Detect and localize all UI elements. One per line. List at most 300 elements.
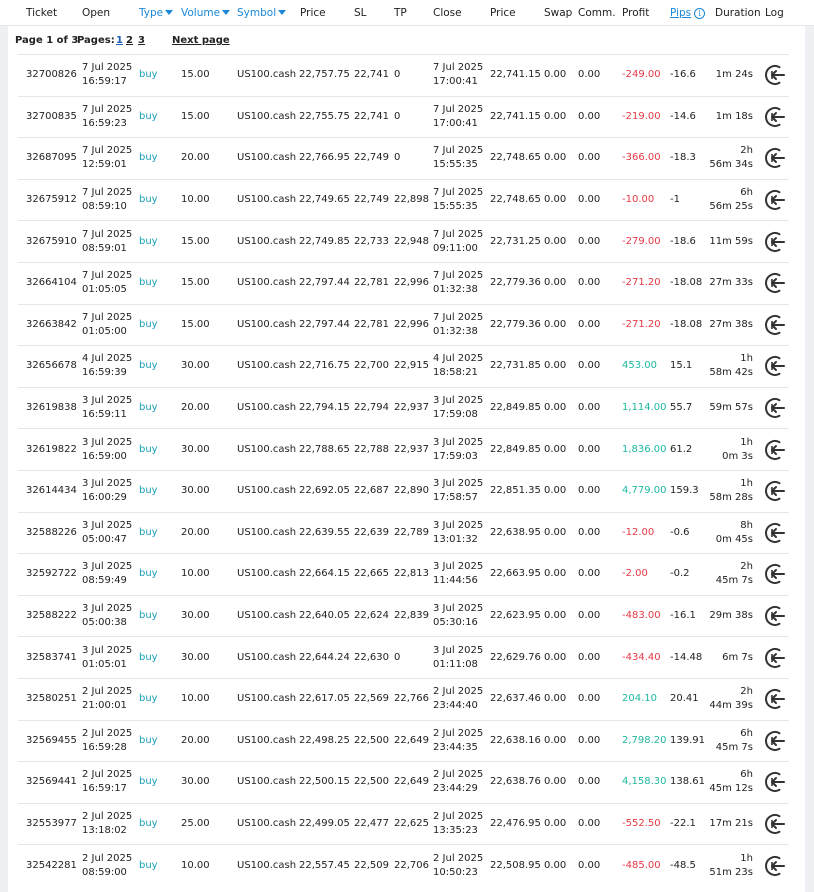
open-time-cell [82, 228, 132, 256]
ticket-cell: 32675912 [26, 194, 77, 206]
swap-cell: 0.00 [544, 817, 567, 829]
duration-main: 59m 57s [709, 402, 753, 414]
duration-cell [716, 68, 753, 82]
sl-cell: 22,624 [354, 610, 389, 622]
pips-cell: 20.41 [670, 693, 699, 705]
close-time-cell [433, 477, 483, 505]
swap-cell: 0.00 [544, 318, 567, 330]
profit-cell: -366.00 [622, 152, 661, 164]
close-date: 7 Jul 2025 [433, 187, 484, 199]
pips-cell: -0.6 [670, 526, 690, 538]
open-time-cell [82, 852, 132, 880]
ticket-cell: 32700835 [26, 110, 77, 122]
volume-cell: 15.00 [181, 110, 210, 122]
table-row [18, 720, 789, 762]
symbol-cell: US100.cash [237, 152, 297, 164]
volume-cell: 20.00 [181, 152, 210, 164]
table-row [18, 304, 789, 346]
duration-rest: 58m 28s [709, 492, 753, 504]
sl-cell: 22,781 [354, 318, 389, 330]
close-price-cell: 22,731.85 [490, 360, 541, 372]
close-time: 01:32:38 [433, 325, 478, 337]
open-time: 05:00:38 [82, 617, 127, 629]
ticket-cell: 32569441 [26, 776, 77, 788]
close-time-cell [433, 186, 483, 214]
duration-cell [722, 651, 753, 665]
open-time-cell [82, 352, 132, 380]
tp-cell: 22,915 [394, 360, 429, 372]
page-link-3[interactable]: 3 [138, 35, 145, 46]
log-close-icon[interactable] [763, 687, 787, 711]
open-date: 3 Jul 2025 [82, 644, 133, 656]
ticket-cell: 32619838 [26, 402, 77, 414]
close-date: 3 Jul 2025 [433, 395, 484, 407]
log-close-icon[interactable] [763, 521, 787, 545]
close-date: 3 Jul 2025 [433, 644, 484, 656]
open-time: 08:59:01 [82, 242, 127, 254]
profit-cell: 1,114.00 [622, 402, 667, 414]
sl-cell: 22,630 [354, 651, 389, 663]
sl-cell: 22,500 [354, 734, 389, 746]
open-date: 3 Jul 2025 [82, 436, 133, 448]
commission-cell: 0.00 [578, 194, 601, 206]
duration-main: 1h [740, 478, 753, 490]
caret-down-icon [278, 10, 286, 15]
duration-cell [709, 235, 753, 249]
col-type-sort[interactable] [139, 7, 173, 19]
volume-cell: 30.00 [181, 443, 210, 455]
pips-cell: -14.48 [670, 651, 703, 663]
table-row [18, 262, 789, 304]
volume-cell: 15.00 [181, 69, 210, 81]
duration-main: 1m 24s [715, 69, 753, 81]
open-time-cell [82, 477, 132, 505]
sl-cell: 22,700 [354, 360, 389, 372]
col-symbol-sort[interactable] [237, 7, 286, 19]
table-row [18, 96, 789, 138]
sl-cell: 22,781 [354, 277, 389, 289]
log-close-icon[interactable] [763, 146, 787, 170]
open-date: 7 Jul 2025 [82, 311, 133, 323]
close-time-cell [433, 103, 483, 131]
profit-cell: -249.00 [622, 69, 661, 81]
type-cell: buy [139, 568, 158, 580]
col-close: Close [433, 7, 462, 19]
type-cell: buy [139, 110, 158, 122]
col-symbol-label: Symbol [237, 7, 277, 19]
duration-main: 1m 18s [715, 110, 753, 122]
close-time-cell [433, 560, 483, 588]
log-close-icon[interactable] [763, 562, 787, 586]
sl-cell: 22,500 [354, 776, 389, 788]
swap-cell: 0.00 [544, 443, 567, 455]
open-time-cell [82, 602, 132, 630]
tp-cell: 0 [394, 69, 401, 81]
open-time: 01:05:01 [82, 658, 127, 670]
close-price-cell: 22,623.95 [490, 610, 541, 622]
log-close-icon[interactable] [763, 646, 787, 670]
duration-main: 1h [740, 436, 753, 448]
swap-cell: 0.00 [544, 859, 567, 871]
close-time-cell [433, 436, 483, 464]
pips-cell: -22.1 [670, 817, 696, 829]
close-price-cell: 22,638.16 [490, 734, 541, 746]
swap-cell: 0.00 [544, 776, 567, 788]
col-log: Log [765, 7, 784, 19]
type-cell: buy [139, 194, 158, 206]
type-cell: buy [139, 734, 158, 746]
profit-cell: -485.00 [622, 859, 661, 871]
pips-cell: -18.08 [670, 318, 703, 330]
open-price-cell: 22,557.45 [299, 859, 350, 871]
duration-main: 6h [740, 187, 753, 199]
close-time-cell [433, 269, 483, 297]
sl-cell: 22,665 [354, 568, 389, 580]
col-pips-label[interactable]: Pips [670, 7, 692, 19]
volume-cell: 30.00 [181, 360, 210, 372]
page-link-1[interactable]: 1 [116, 35, 123, 46]
symbol-cell: US100.cash [237, 235, 297, 247]
close-time-cell [433, 602, 483, 630]
swap-cell: 0.00 [544, 568, 567, 580]
open-price-cell: 22,639.55 [299, 526, 350, 538]
open-price-cell: 22,692.05 [299, 485, 350, 497]
type-cell: buy [139, 859, 158, 871]
symbol-cell: US100.cash [237, 194, 297, 206]
col-ticket: Ticket [26, 7, 58, 19]
close-time-cell [433, 394, 483, 422]
col-duration: Duration [715, 7, 761, 19]
symbol-cell: US100.cash [237, 318, 297, 330]
symbol-cell: US100.cash [237, 69, 297, 81]
ticket-cell: 32592722 [26, 568, 77, 580]
close-date: 7 Jul 2025 [433, 145, 484, 157]
close-time: 15:55:35 [433, 159, 478, 171]
sl-cell: 22,788 [354, 443, 389, 455]
profit-cell: -2.00 [622, 568, 648, 580]
duration-cell [716, 727, 753, 755]
pips-cell: -18.08 [670, 277, 703, 289]
tp-cell: 0 [394, 110, 401, 122]
open-price-cell: 22,617.05 [299, 693, 350, 705]
symbol-cell: US100.cash [237, 110, 297, 122]
duration-rest: 56m 34s [709, 159, 753, 171]
tp-cell: 22,766 [394, 693, 429, 705]
open-time-cell [82, 394, 132, 422]
sl-cell: 22,749 [354, 152, 389, 164]
close-date: 3 Jul 2025 [433, 561, 484, 573]
table-row [18, 345, 789, 387]
swap-cell: 0.00 [544, 693, 567, 705]
commission-cell: 0.00 [578, 568, 601, 580]
sl-cell: 22,639 [354, 526, 389, 538]
commission-cell: 0.00 [578, 110, 601, 122]
profit-cell: 1,836.00 [622, 443, 667, 455]
pips-cell: -16.6 [670, 69, 696, 81]
table-row [18, 803, 789, 845]
close-price-cell: 22,663.95 [490, 568, 541, 580]
open-price-cell: 22,757.75 [299, 69, 350, 81]
caret-down-icon [222, 10, 230, 15]
duration-main: 6h [740, 727, 753, 739]
close-time: 17:00:41 [433, 117, 478, 129]
open-time: 16:59:00 [82, 450, 127, 462]
sl-cell: 22,733 [354, 235, 389, 247]
ticket-cell: 32656678 [26, 360, 77, 372]
close-time: 01:32:38 [433, 284, 478, 296]
pips-cell: -18.3 [670, 152, 696, 164]
volume-cell: 10.00 [181, 194, 210, 206]
swap-cell: 0.00 [544, 360, 567, 372]
close-time-cell [433, 61, 483, 89]
close-time-cell [433, 644, 483, 672]
col-tp: TP [394, 7, 407, 19]
close-time-cell [433, 810, 483, 838]
duration-cell [709, 685, 753, 713]
symbol-cell: US100.cash [237, 402, 297, 414]
profit-cell: 4,158.30 [622, 776, 667, 788]
open-date: 2 Jul 2025 [82, 727, 133, 739]
tp-cell: 22,625 [394, 817, 429, 829]
log-close-icon[interactable] [763, 812, 787, 836]
log-close-icon[interactable] [763, 313, 787, 337]
close-date: 3 Jul 2025 [433, 519, 484, 531]
duration-cell [709, 477, 753, 505]
duration-main: 29m 38s [709, 610, 753, 622]
tp-cell: 22,813 [394, 568, 429, 580]
open-price-cell: 22,716.75 [299, 360, 350, 372]
tp-cell: 22,649 [394, 734, 429, 746]
swap-cell: 0.00 [544, 610, 567, 622]
duration-rest: 0m 45s [715, 533, 753, 545]
log-close-icon[interactable] [763, 105, 787, 129]
close-date: 7 Jul 2025 [433, 103, 484, 115]
open-date: 7 Jul 2025 [82, 228, 133, 240]
close-price-cell: 22,741.15 [490, 69, 541, 81]
open-time-cell [82, 685, 132, 713]
profit-cell: 453.00 [622, 360, 657, 372]
symbol-cell: US100.cash [237, 610, 297, 622]
col-close-price: Price [490, 7, 516, 19]
duration-cell [709, 852, 753, 880]
type-cell: buy [139, 277, 158, 289]
open-time-cell [82, 768, 132, 796]
pips-cell: 61.2 [670, 443, 693, 455]
close-price-cell: 22,508.95 [490, 859, 541, 871]
log-close-icon[interactable] [763, 854, 787, 878]
profit-cell: -271.20 [622, 277, 661, 289]
close-time-cell [433, 768, 483, 796]
duration-cell [709, 401, 753, 415]
open-date: 7 Jul 2025 [82, 270, 133, 282]
ticket-cell: 32675910 [26, 235, 77, 247]
swap-cell: 0.00 [544, 69, 567, 81]
close-date: 2 Jul 2025 [433, 686, 484, 698]
close-time: 23:44:40 [433, 700, 478, 712]
duration-main: 27m 33s [709, 277, 753, 289]
close-date: 2 Jul 2025 [433, 810, 484, 822]
duration-main: 17m 21s [709, 817, 753, 829]
info-icon[interactable]: i [694, 8, 705, 19]
open-time: 08:59:49 [82, 575, 127, 587]
log-close-icon[interactable] [763, 770, 787, 794]
open-price-cell: 22,500.15 [299, 776, 350, 788]
tp-cell: 22,948 [394, 235, 429, 247]
commission-cell: 0.00 [578, 859, 601, 871]
duration-main: 6m 7s [722, 651, 753, 663]
duration-rest: 0m 3s [722, 450, 753, 462]
log-close-icon[interactable] [763, 188, 787, 212]
table-row [18, 595, 789, 637]
symbol-cell: US100.cash [237, 526, 297, 538]
commission-cell: 0.00 [578, 318, 601, 330]
swap-cell: 0.00 [544, 235, 567, 247]
symbol-cell: US100.cash [237, 859, 297, 871]
open-time: 12:59:01 [82, 159, 127, 171]
open-price-cell: 22,640.05 [299, 610, 350, 622]
duration-cell [709, 144, 753, 172]
duration-rest: 44m 39s [709, 700, 753, 712]
type-cell: buy [139, 235, 158, 247]
log-close-icon[interactable] [763, 396, 787, 420]
pips-cell: 139.91 [670, 734, 705, 746]
commission-cell: 0.00 [578, 610, 601, 622]
profit-cell: -279.00 [622, 235, 661, 247]
close-time-cell [433, 144, 483, 172]
next-page-link[interactable]: Next page [172, 35, 230, 46]
volume-cell: 30.00 [181, 610, 210, 622]
open-price-cell: 22,749.85 [299, 235, 350, 247]
tp-cell: 22,898 [394, 194, 429, 206]
close-date: 7 Jul 2025 [433, 270, 484, 282]
profit-cell: 204.10 [622, 693, 657, 705]
ticket-cell: 32542281 [26, 859, 77, 871]
open-date: 2 Jul 2025 [82, 686, 133, 698]
duration-rest: 45m 12s [709, 783, 753, 795]
open-time: 05:00:47 [82, 533, 127, 545]
volume-cell: 20.00 [181, 526, 210, 538]
close-price-cell: 22,849.85 [490, 443, 541, 455]
close-time: 13:01:32 [433, 533, 478, 545]
open-price-cell: 22,797.44 [299, 318, 350, 330]
sl-cell: 22,687 [354, 485, 389, 497]
open-time: 08:59:00 [82, 866, 127, 878]
open-time-cell [82, 644, 132, 672]
close-price-cell: 22,637.46 [490, 693, 541, 705]
open-time-cell [82, 810, 132, 838]
duration-cell [709, 276, 753, 290]
page-indicator: Page 1 of 3 [15, 35, 79, 46]
type-cell: buy [139, 776, 158, 788]
type-cell: buy [139, 318, 158, 330]
open-time-cell [82, 560, 132, 588]
open-time: 16:59:39 [82, 367, 127, 379]
table-row [18, 553, 789, 595]
swap-cell: 0.00 [544, 485, 567, 497]
table-row [18, 761, 789, 803]
col-price: Price [300, 7, 326, 19]
commission-cell: 0.00 [578, 817, 601, 829]
table-row [18, 636, 789, 678]
profit-cell: -434.40 [622, 651, 661, 663]
open-time: 16:59:28 [82, 741, 127, 753]
type-cell: buy [139, 651, 158, 663]
log-close-icon[interactable] [763, 729, 787, 753]
ticket-cell: 32588222 [26, 610, 77, 622]
ticket-cell: 32663842 [26, 318, 77, 330]
commission-cell: 0.00 [578, 152, 601, 164]
commission-cell: 0.00 [578, 485, 601, 497]
close-price-cell: 22,741.15 [490, 110, 541, 122]
ticket-cell: 32569455 [26, 734, 77, 746]
duration-main: 11m 59s [709, 235, 753, 247]
commission-cell: 0.00 [578, 443, 601, 455]
close-price-cell: 22,779.36 [490, 318, 541, 330]
swap-cell: 0.00 [544, 651, 567, 663]
sl-cell: 22,741 [354, 69, 389, 81]
open-time: 16:59:17 [82, 783, 127, 795]
close-time: 17:00:41 [433, 76, 478, 88]
pages-label: Pages: [77, 35, 115, 46]
log-close-icon[interactable] [763, 479, 787, 503]
close-price-cell: 22,638.76 [490, 776, 541, 788]
commission-cell: 0.00 [578, 235, 601, 247]
col-pips[interactable] [670, 7, 705, 19]
type-cell: buy [139, 69, 158, 81]
commission-cell: 0.00 [578, 776, 601, 788]
duration-cell [709, 817, 753, 831]
open-price-cell: 22,797.44 [299, 277, 350, 289]
page-link-2[interactable]: 2 [126, 35, 133, 46]
col-volume-sort[interactable] [181, 7, 230, 19]
tp-cell: 22,890 [394, 485, 429, 497]
open-date: 2 Jul 2025 [82, 810, 133, 822]
close-time-cell [433, 519, 483, 547]
log-close-icon[interactable] [763, 604, 787, 628]
duration-cell [709, 186, 753, 214]
pips-cell: 159.3 [670, 485, 699, 497]
ticket-cell: 32583741 [26, 651, 77, 663]
col-profit: Profit [622, 7, 650, 19]
log-close-icon[interactable] [763, 354, 787, 378]
log-close-icon[interactable] [763, 438, 787, 462]
log-close-icon[interactable] [763, 230, 787, 254]
close-time: 15:55:35 [433, 201, 478, 213]
open-price-cell: 22,755.75 [299, 110, 350, 122]
open-date: 7 Jul 2025 [82, 187, 133, 199]
close-date: 3 Jul 2025 [433, 478, 484, 490]
volume-cell: 15.00 [181, 277, 210, 289]
pips-cell: 15.1 [670, 360, 693, 372]
symbol-cell: US100.cash [237, 776, 297, 788]
profit-cell: -483.00 [622, 610, 661, 622]
tp-cell: 0 [394, 152, 401, 164]
commission-cell: 0.00 [578, 69, 601, 81]
volume-cell: 10.00 [181, 859, 210, 871]
duration-cell [716, 560, 753, 588]
commission-cell: 0.00 [578, 651, 601, 663]
log-close-icon[interactable] [763, 63, 787, 87]
table-row [18, 220, 789, 262]
table-row [18, 428, 789, 470]
symbol-cell: US100.cash [237, 277, 297, 289]
profit-cell: -271.20 [622, 318, 661, 330]
open-date: 7 Jul 2025 [82, 62, 133, 74]
tp-cell: 22,649 [394, 776, 429, 788]
profit-cell: -12.00 [622, 526, 655, 538]
log-close-icon[interactable] [763, 271, 787, 295]
duration-main: 2h [740, 686, 753, 698]
